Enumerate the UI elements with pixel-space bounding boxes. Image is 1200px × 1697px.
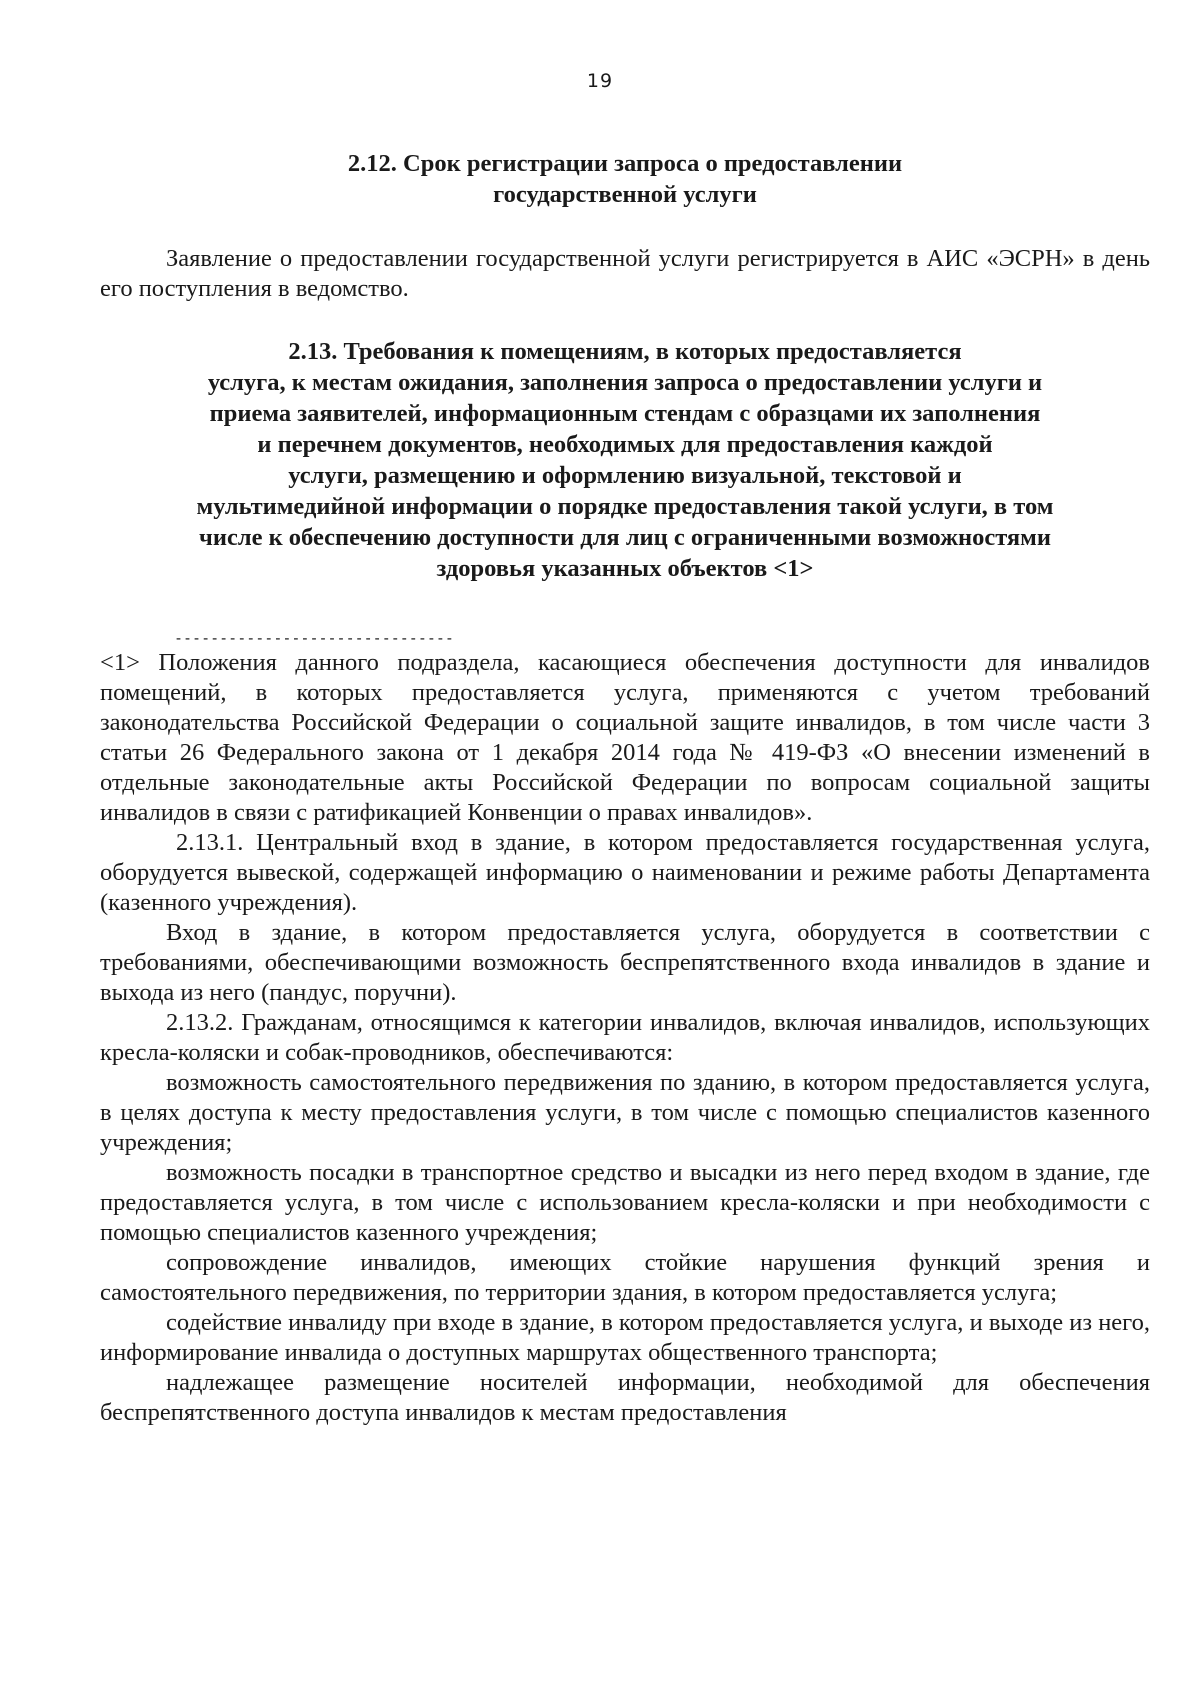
paragraph-2-13-1: 2.13.1. Центральный вход в здание, в котором предоставляется государственная услуга, оборудуется вывеской, содержащей информацию о наименовании и режиме работы Департамента (казенного учреждения). [100, 829, 1150, 916]
section-heading-2-12 [100, 148, 1150, 210]
paragraph-entrance: Вход в здание, в котором предоставляется услуга, оборудуется в соответствии с требованиями, обеспечивающими возможность беспрепятственного входа инвалидов в здание и выхода из него (пандус, поручни). [100, 919, 1150, 1006]
paragraph-list-item: возможность самостоятельного передвижения по зданию, в котором предоставляется услуга, в целях доступа к месту предоставления услуги, в том числе с помощью специалистов казенного учреждения; [100, 1069, 1150, 1156]
document-body [100, 148, 1150, 1428]
paragraph-2-13-2: 2.13.2. Гражданам, относящимся к категории инвалидов, включая инвалидов, использующих кресла-коляски и собак-проводников, обеспечиваются: [100, 1009, 1150, 1066]
heading-line: 2.13. Требования к помещениям, в которых предоставляется [288, 338, 962, 365]
heading-line: услуга, к местам ожидания, заполнения запроса о предоставлении услуги и [207, 369, 1043, 396]
heading-line: государственной услуги [493, 181, 757, 208]
paragraph-list-item: надлежащее размещение носителей информации, необходимой для обеспечения беспрепятственного доступа инвалидов к местам предоставления [100, 1369, 1150, 1426]
heading-line: приема заявителей, информационным стендам с образцами их заполнения [209, 400, 1041, 427]
paragraph-list-item: содействие инвалиду при входе в здание, в котором предоставляется услуга, и выходе из него, информирование инвалида о доступных маршрутах общественного транспорта; [100, 1309, 1150, 1366]
paragraph-registration: Заявление о предоставлении государственной услуги регистрируется в АИС «ЭСРН» в день его поступления в ведомство. [100, 245, 1150, 302]
heading-line: 2.12. Срок регистрации запроса о предоставлении [347, 150, 903, 177]
footnote: <1> Положения данного подраздела, касающиеся обеспечения доступности для инвалидов помещений, в которых предоставляется услуга, применяются с учетом требований законодательства Российской Федерации о социальной защите инвалидов, в том числе части 3 статьи 26 Федерального закона от 1 декабря 2014 года № 419-ФЗ «О внесении изменений в отдельные законодательные акты Российской Федерации по вопросам социальной защиты инвалидов в связи с ратификацией Конвенции о правах инвалидов». [100, 649, 1150, 826]
heading-line: мультимедийной информации о порядке предоставления такой услуги, в том [196, 493, 1054, 520]
heading-line: здоровья указанных объектов <1> [436, 555, 814, 582]
footnote-separator: ------------------------------- [174, 629, 454, 647]
heading-line: числе к обеспечению доступности для лиц с ограниченными возможностями [199, 524, 1051, 551]
heading-line: услуги, размещению и оформлению визуальной, текстовой и [288, 462, 962, 489]
heading-line: и перечнем документов, необходимых для предоставления каждой [257, 431, 993, 458]
paragraph-list-item: возможность посадки в транспортное средство и высадки из него перед входом в здание, где предоставляется услуга, в том числе с использованием кресла-коляски и при необходимости с помощью специалистов казенного учреждения; [100, 1159, 1150, 1246]
paragraph-list-item: сопровождение инвалидов, имеющих стойкие нарушения функций зрения и самостоятельного передвижения, по территории здания, в котором предоставляется услуга; [100, 1249, 1150, 1306]
page-number: 19 [586, 70, 614, 92]
section-heading-2-13 [100, 336, 1150, 584]
